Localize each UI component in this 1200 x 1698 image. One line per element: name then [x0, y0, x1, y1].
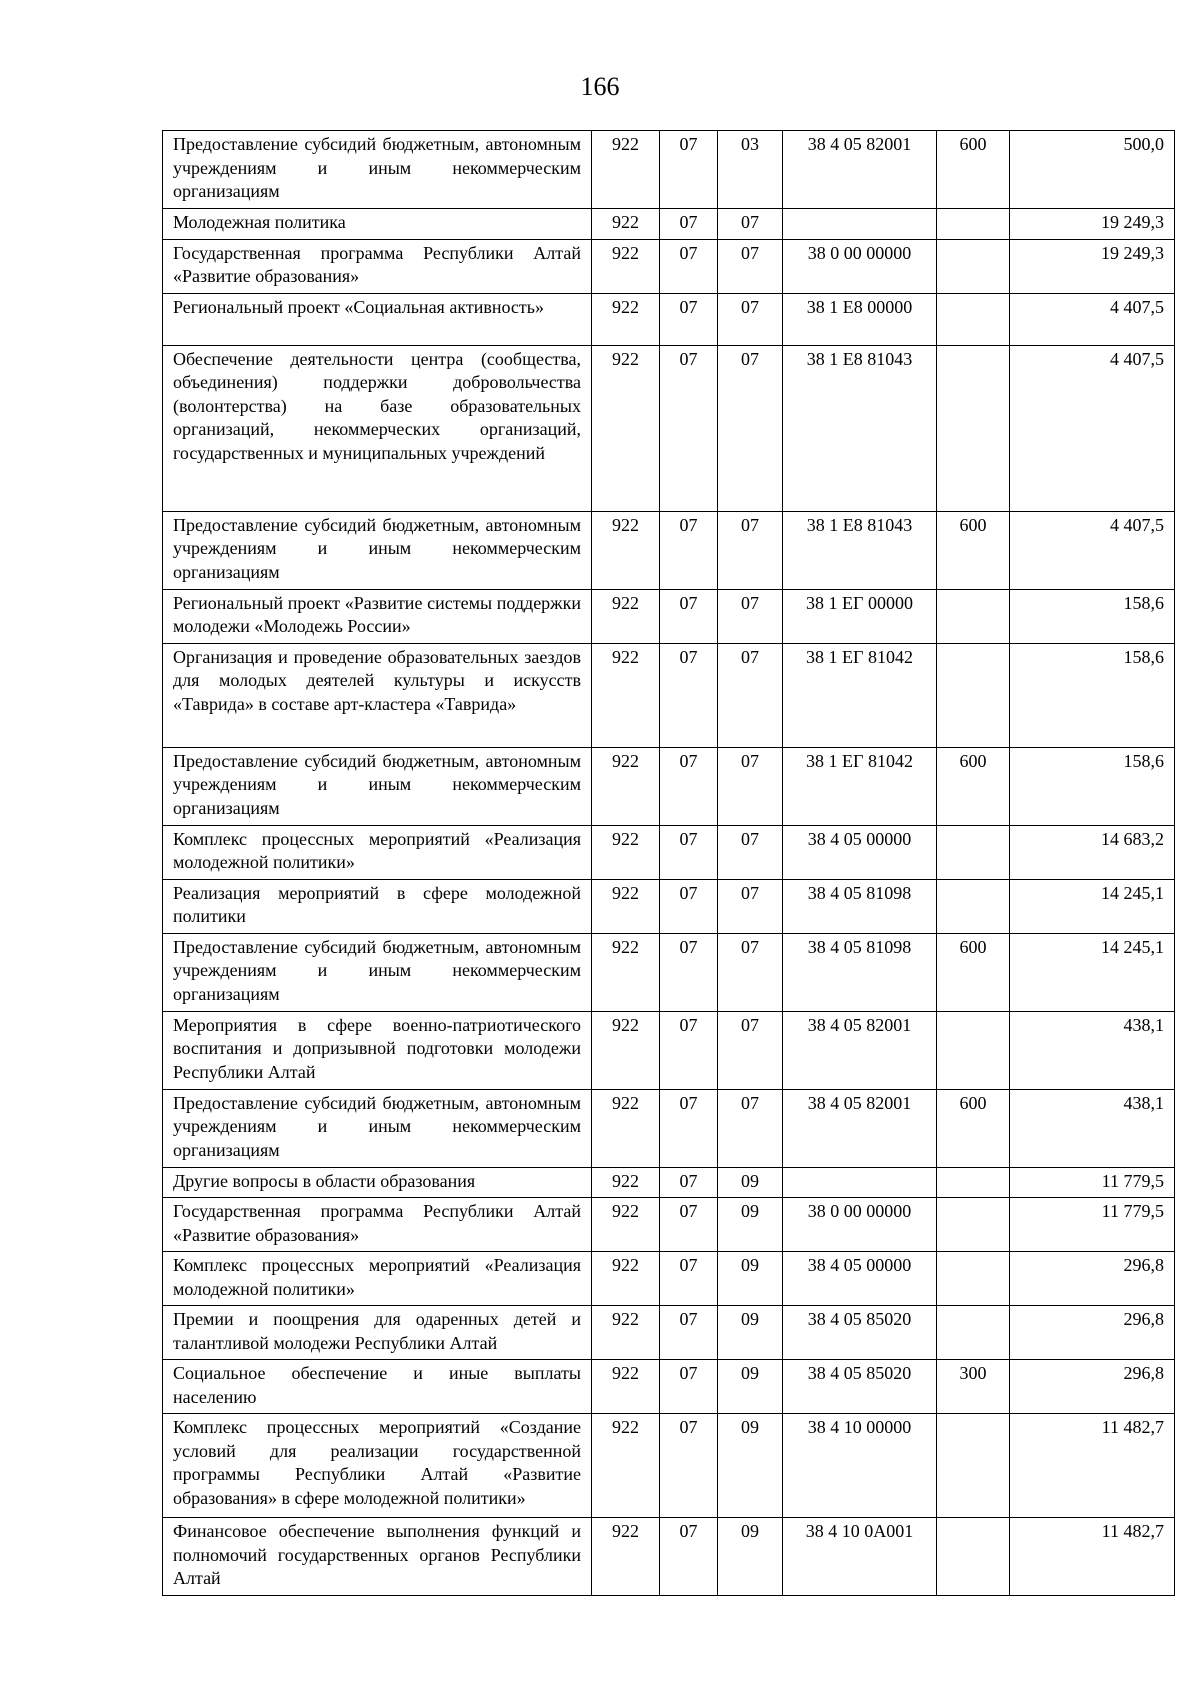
- target-article-code: 38 4 10 00000: [783, 1414, 937, 1518]
- target-article-code: 38 1 Е8 81043: [783, 345, 937, 511]
- amount: 14 245,1: [1010, 933, 1175, 1011]
- ved-code: 922: [592, 879, 660, 933]
- amount: 4 407,5: [1010, 345, 1175, 511]
- section-code: 07: [660, 1518, 718, 1596]
- subsection-code: 03: [718, 131, 783, 209]
- ved-code: 922: [592, 1306, 660, 1360]
- target-article-code: 38 4 05 81098: [783, 933, 937, 1011]
- amount: 19 249,3: [1010, 239, 1175, 293]
- expense-type-code: 600: [937, 131, 1010, 209]
- table-row: [163, 747, 1175, 825]
- row-name: Другие вопросы в области образования: [163, 1167, 592, 1198]
- table-row: [163, 131, 1175, 209]
- table-row: [163, 1360, 1175, 1414]
- subsection-code: 07: [718, 1011, 783, 1089]
- amount: 158,6: [1010, 589, 1175, 643]
- subsection-code: 07: [718, 511, 783, 589]
- ved-code: 922: [592, 1360, 660, 1414]
- expense-type-code: [937, 345, 1010, 511]
- section-code: 07: [660, 643, 718, 747]
- section-code: 07: [660, 1089, 718, 1167]
- subsection-code: 09: [718, 1518, 783, 1596]
- table-row: [163, 1518, 1175, 1596]
- expense-type-code: [937, 1167, 1010, 1198]
- ved-code: 922: [592, 511, 660, 589]
- section-code: 07: [660, 1252, 718, 1306]
- table-row: [163, 1011, 1175, 1089]
- ved-code: 922: [592, 1518, 660, 1596]
- ved-code: 922: [592, 1414, 660, 1518]
- target-article-code: 38 1 ЕГ 00000: [783, 589, 937, 643]
- target-article-code: 38 4 05 00000: [783, 825, 937, 879]
- amount: 11 482,7: [1010, 1414, 1175, 1518]
- expense-type-code: [937, 1011, 1010, 1089]
- ved-code: 922: [592, 1167, 660, 1198]
- section-code: 07: [660, 879, 718, 933]
- amount: 4 407,5: [1010, 511, 1175, 589]
- row-name: Предоставление субсидий бюджетным, автономным учреждениям и иным некоммерческим организациям: [163, 1089, 592, 1167]
- table-row: [163, 643, 1175, 747]
- target-article-code: [783, 209, 937, 240]
- target-article-code: 38 4 10 0А001: [783, 1518, 937, 1596]
- subsection-code: 07: [718, 239, 783, 293]
- row-name: Предоставление субсидий бюджетным, автономным учреждениям и иным некоммерческим организациям: [163, 511, 592, 589]
- subsection-code: 07: [718, 293, 783, 345]
- ved-code: 922: [592, 1252, 660, 1306]
- subsection-code: 09: [718, 1360, 783, 1414]
- subsection-code: 07: [718, 825, 783, 879]
- row-name: Региональный проект «Развитие системы поддержки молодежи «Молодежь России»: [163, 589, 592, 643]
- target-article-code: 38 4 05 82001: [783, 131, 937, 209]
- subsection-code: 07: [718, 643, 783, 747]
- ved-code: 922: [592, 1089, 660, 1167]
- section-code: 07: [660, 825, 718, 879]
- amount: 14 683,2: [1010, 825, 1175, 879]
- row-name: Комплекс процессных мероприятий «Создание условий для реализации государственной программы Республики Алтай «Развитие образования» в сфере молодежной политики»: [163, 1414, 592, 1518]
- subsection-code: 09: [718, 1198, 783, 1252]
- ved-code: 922: [592, 345, 660, 511]
- section-code: 07: [660, 239, 718, 293]
- section-code: 07: [660, 1414, 718, 1518]
- section-code: 07: [660, 131, 718, 209]
- table-row: [163, 1089, 1175, 1167]
- subsection-code: 07: [718, 879, 783, 933]
- target-article-code: 38 0 00 00000: [783, 1198, 937, 1252]
- row-name: Комплекс процессных мероприятий «Реализация молодежной политики»: [163, 825, 592, 879]
- amount: 4 407,5: [1010, 293, 1175, 345]
- expense-type-code: [937, 293, 1010, 345]
- amount: 296,8: [1010, 1306, 1175, 1360]
- expense-type-code: [937, 825, 1010, 879]
- amount: 438,1: [1010, 1011, 1175, 1089]
- target-article-code: 38 4 05 81098: [783, 879, 937, 933]
- table-row: [163, 1167, 1175, 1198]
- row-name: Предоставление субсидий бюджетным, автономным учреждениям и иным некоммерческим организациям: [163, 131, 592, 209]
- expense-type-code: 600: [937, 511, 1010, 589]
- row-name: Социальное обеспечение и иные выплаты населению: [163, 1360, 592, 1414]
- subsection-code: 09: [718, 1252, 783, 1306]
- budget-table: [162, 130, 1175, 1596]
- target-article-code: 38 4 05 00000: [783, 1252, 937, 1306]
- row-name: Государственная программа Республики Алтай «Развитие образования»: [163, 239, 592, 293]
- amount: 158,6: [1010, 747, 1175, 825]
- subsection-code: 07: [718, 933, 783, 1011]
- subsection-code: 07: [718, 209, 783, 240]
- target-article-code: 38 4 05 85020: [783, 1306, 937, 1360]
- target-article-code: 38 4 05 85020: [783, 1360, 937, 1414]
- amount: 11 779,5: [1010, 1167, 1175, 1198]
- ved-code: 922: [592, 643, 660, 747]
- row-name: Молодежная политика: [163, 209, 592, 240]
- table-row: [163, 293, 1175, 345]
- target-article-code: 38 0 00 00000: [783, 239, 937, 293]
- amount: 296,8: [1010, 1252, 1175, 1306]
- expense-type-code: [937, 209, 1010, 240]
- subsection-code: 09: [718, 1306, 783, 1360]
- subsection-code: 09: [718, 1167, 783, 1198]
- amount: 19 249,3: [1010, 209, 1175, 240]
- expense-type-code: 300: [937, 1360, 1010, 1414]
- table-row: [163, 1198, 1175, 1252]
- expense-type-code: [937, 879, 1010, 933]
- section-code: 07: [660, 1360, 718, 1414]
- table-row: [163, 1252, 1175, 1306]
- ved-code: 922: [592, 747, 660, 825]
- ved-code: 922: [592, 589, 660, 643]
- target-article-code: 38 1 Е8 81043: [783, 511, 937, 589]
- target-article-code: [783, 1167, 937, 1198]
- ved-code: 922: [592, 293, 660, 345]
- section-code: 07: [660, 589, 718, 643]
- ved-code: 922: [592, 933, 660, 1011]
- section-code: 07: [660, 933, 718, 1011]
- table-row: [163, 345, 1175, 511]
- row-name: Комплекс процессных мероприятий «Реализация молодежной политики»: [163, 1252, 592, 1306]
- expense-type-code: [937, 1198, 1010, 1252]
- amount: 296,8: [1010, 1360, 1175, 1414]
- amount: 11 482,7: [1010, 1518, 1175, 1596]
- ved-code: 922: [592, 131, 660, 209]
- section-code: 07: [660, 345, 718, 511]
- section-code: 07: [660, 293, 718, 345]
- table-row: [163, 933, 1175, 1011]
- ved-code: 922: [592, 1011, 660, 1089]
- subsection-code: 07: [718, 345, 783, 511]
- ved-code: 922: [592, 239, 660, 293]
- expense-type-code: [937, 1414, 1010, 1518]
- row-name: Премии и поощрения для одаренных детей и талантливой молодежи Республики Алтай: [163, 1306, 592, 1360]
- table-row: [163, 209, 1175, 240]
- row-name: Государственная программа Республики Алтай «Развитие образования»: [163, 1198, 592, 1252]
- target-article-code: 38 1 Е8 00000: [783, 293, 937, 345]
- amount: 158,6: [1010, 643, 1175, 747]
- section-code: 07: [660, 747, 718, 825]
- section-code: 07: [660, 1011, 718, 1089]
- table-row: [163, 1414, 1175, 1518]
- table-row: [163, 879, 1175, 933]
- table-row: [163, 511, 1175, 589]
- table-row: [163, 1306, 1175, 1360]
- expense-type-code: [937, 1518, 1010, 1596]
- expense-type-code: 600: [937, 1089, 1010, 1167]
- amount: 438,1: [1010, 1089, 1175, 1167]
- amount: 14 245,1: [1010, 879, 1175, 933]
- target-article-code: 38 1 ЕГ 81042: [783, 643, 937, 747]
- expense-type-code: [937, 1252, 1010, 1306]
- expense-type-code: [937, 643, 1010, 747]
- expense-type-code: [937, 1306, 1010, 1360]
- row-name: Финансовое обеспечение выполнения функций и полномочий государственных органов Республики Алтай: [163, 1518, 592, 1596]
- subsection-code: 09: [718, 1414, 783, 1518]
- target-article-code: 38 1 ЕГ 81042: [783, 747, 937, 825]
- table-row: [163, 239, 1175, 293]
- section-code: 07: [660, 511, 718, 589]
- expense-type-code: [937, 239, 1010, 293]
- target-article-code: 38 4 05 82001: [783, 1089, 937, 1167]
- subsection-code: 07: [718, 589, 783, 643]
- expense-type-code: 600: [937, 747, 1010, 825]
- row-name: Реализация мероприятий в сфере молодежной политики: [163, 879, 592, 933]
- expense-type-code: 600: [937, 933, 1010, 1011]
- amount: 11 779,5: [1010, 1198, 1175, 1252]
- subsection-code: 07: [718, 747, 783, 825]
- table-row: [163, 825, 1175, 879]
- section-code: 07: [660, 209, 718, 240]
- ved-code: 922: [592, 209, 660, 240]
- page-number: 166: [580, 72, 620, 101]
- row-name: Предоставление субсидий бюджетным, автономным учреждениям и иным некоммерческим организациям: [163, 747, 592, 825]
- ved-code: 922: [592, 825, 660, 879]
- section-code: 07: [660, 1167, 718, 1198]
- subsection-code: 07: [718, 1089, 783, 1167]
- row-name: Мероприятия в сфере военно-патриотического воспитания и допризывной подготовки молодежи Республики Алтай: [163, 1011, 592, 1089]
- row-name: Региональный проект «Социальная активность»: [163, 293, 592, 345]
- target-article-code: 38 4 05 82001: [783, 1011, 937, 1089]
- expense-type-code: [937, 589, 1010, 643]
- ved-code: 922: [592, 1198, 660, 1252]
- table-row: [163, 589, 1175, 643]
- row-name: Обеспечение деятельности центра (сообщества, объединения) поддержки добровольчества (волонтерства) на базе образовательных организаций, некоммерческих организаций, государственных и муниципальных учреждений: [163, 345, 592, 511]
- row-name: Организация и проведение образовательных заездов для молодых деятелей культуры и искусств «Таврида» в составе арт-кластера «Таврида»: [163, 643, 592, 747]
- section-code: 07: [660, 1198, 718, 1252]
- row-name: Предоставление субсидий бюджетным, автономным учреждениям и иным некоммерческим организациям: [163, 933, 592, 1011]
- amount: 500,0: [1010, 131, 1175, 209]
- section-code: 07: [660, 1306, 718, 1360]
